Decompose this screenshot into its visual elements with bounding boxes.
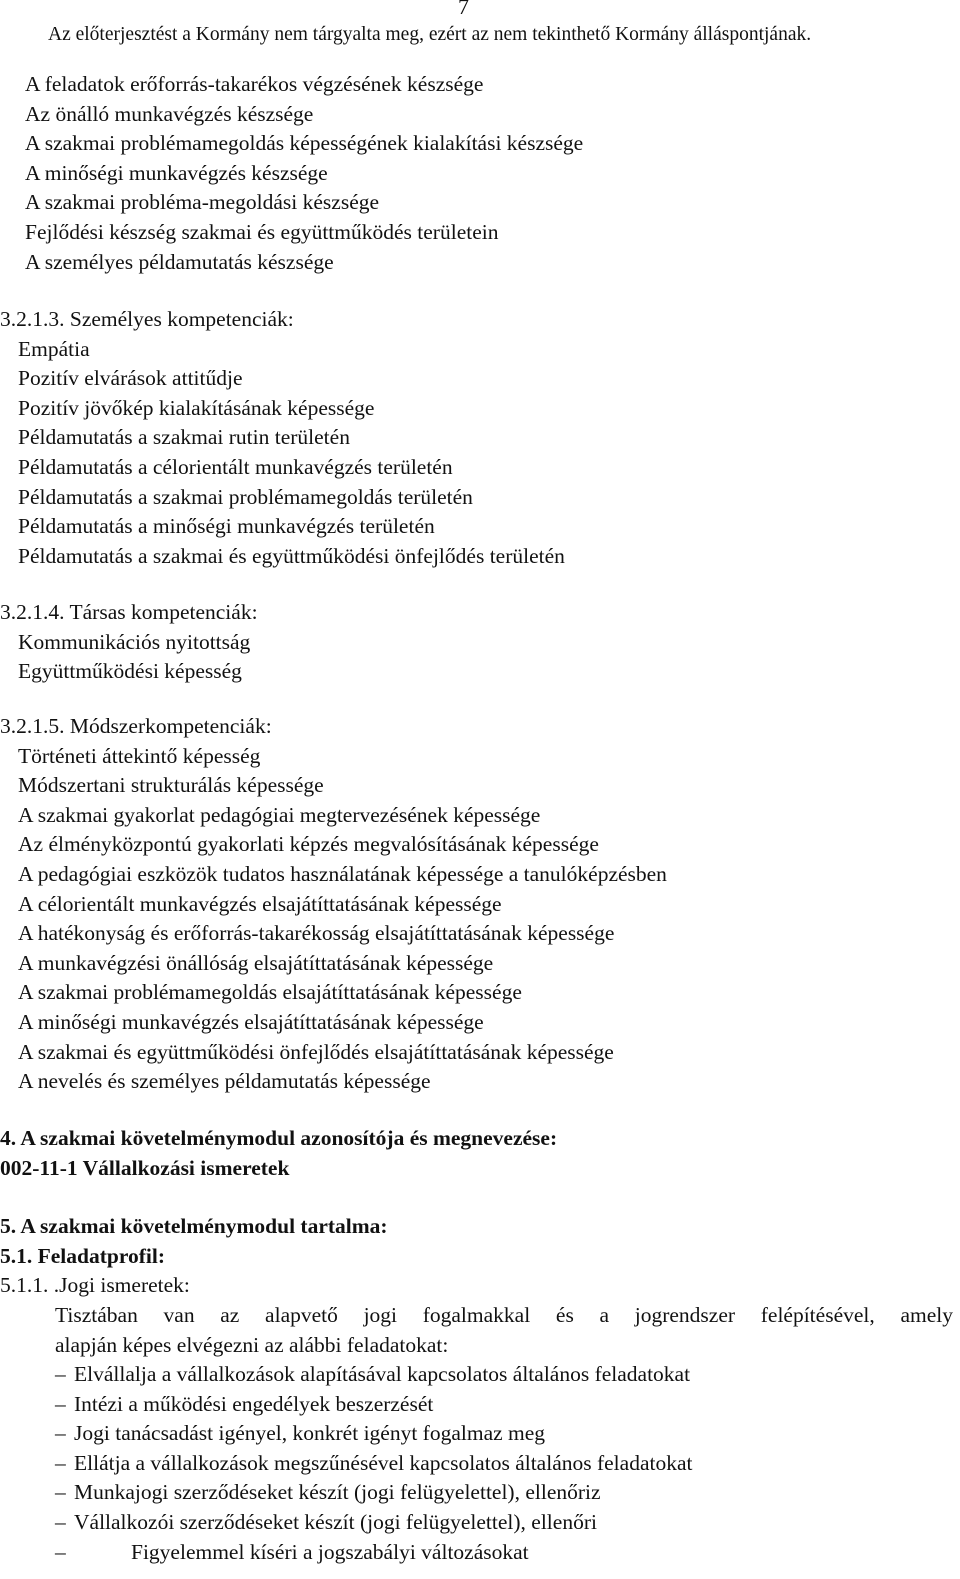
list-item: Az élményközpontú gyakorlati képzés megvalósításának képessége bbox=[18, 832, 599, 857]
dash-bullet: – bbox=[55, 1391, 66, 1416]
section-heading: 5. A szakmai követelménymodul tartalma: bbox=[0, 1214, 388, 1238]
section-4 bbox=[0, 1124, 960, 1183]
list-item: A minőségi munkavégzés készsége bbox=[25, 160, 328, 185]
list-item: A szakmai problémamegoldás képességének kialakítási készsége bbox=[25, 131, 584, 156]
list-item: – Vállalkozói szerződéseket készít (jogi felügyelettel), ellenőri bbox=[55, 1508, 935, 1538]
task-list bbox=[55, 1360, 935, 1567]
header-disclaimer: Az előterjesztést a Kormány nem tárgyalta meg, ezért az nem tekinthető Kormány álláspontjának. bbox=[48, 24, 812, 45]
list-item: A célorientált munkavégzés elsajátíttatásának képessége bbox=[18, 891, 502, 916]
list-item: Példamutatás a szakmai problémamegoldás területén bbox=[18, 484, 473, 509]
list-item: A szakmai gyakorlat pedagógiai megtervezésének képessége bbox=[18, 802, 541, 827]
dash-bullet: – bbox=[55, 1362, 66, 1386]
dash-bullet: – bbox=[55, 1539, 66, 1564]
list-item: A szakmai problémamegoldás elsajátíttatásának képessége bbox=[18, 980, 522, 1005]
list-item: Példamutatás a minőségi munkavégzés területén bbox=[18, 514, 435, 539]
section-heading: 3.2.1.4. Társas kompetenciák: bbox=[0, 600, 258, 624]
list-item: A szakmai probléma-megoldási készsége bbox=[25, 190, 380, 215]
list-item: A szakmai és együttműködési önfejlődés elsajátíttatásának képessége bbox=[18, 1039, 614, 1064]
list-item: A nevelés és személyes példamutatás képessége bbox=[18, 1069, 431, 1094]
section-heading: 4. A szakmai követelménymodul azonosítója és megnevezése: bbox=[0, 1126, 558, 1150]
list-item: Együttműködési képesség bbox=[18, 659, 242, 684]
list-item: – Jogi tanácsadást igényel, konkrét igényt fogalmaz meg bbox=[55, 1419, 935, 1449]
dash-bullet: – bbox=[55, 1480, 66, 1505]
method-competencies bbox=[0, 712, 960, 1097]
list-item: A hatékonyság és erőforrás-takarékosság elsajátíttatásának képessége bbox=[18, 921, 615, 946]
paragraph-line: alapján képes elvégezni az alábbi feladatokat: bbox=[55, 1332, 449, 1357]
list-item: Az önálló munkavégzés készsége bbox=[25, 101, 314, 126]
list-item: – Intézi a működési engedélyek beszerzését bbox=[55, 1390, 935, 1420]
legal-intro-paragraph bbox=[55, 1301, 953, 1360]
list-item: Módszertani strukturálás képessége bbox=[18, 773, 324, 798]
list-item: – Figyelemmel kíséri a jogszabályi változásokat bbox=[55, 1538, 935, 1568]
list-item: A minőségi munkavégzés elsajátíttatásának képessége bbox=[18, 1009, 484, 1034]
dash-bullet: – bbox=[55, 1421, 66, 1446]
sub-heading: 5.1. Feladatprofil: bbox=[0, 1243, 166, 1268]
module-name: 002-11-1 Vállalkozási ismeretek bbox=[0, 1155, 290, 1180]
list-item: – Ellátja a vállalkozások megszűnésével kapcsolatos általános feladatokat bbox=[55, 1449, 935, 1479]
list-item: Példamutatás a szakmai és együttműködési önfejlődés területén bbox=[18, 543, 565, 568]
list-item: Pozitív elvárások attitűdje bbox=[18, 366, 243, 391]
list-item: Pozitív jövőkép kialakításának képessége bbox=[18, 395, 375, 420]
section-heading: 3.2.1.5. Módszerkompetenciák: bbox=[0, 714, 272, 738]
section-heading: 3.2.1.3. Személyes kompetenciák: bbox=[0, 307, 294, 331]
personal-competencies bbox=[0, 305, 960, 571]
list-item: – Munkajogi szerződéseket készít (jogi felügyelettel), ellenőriz bbox=[55, 1478, 935, 1508]
dash-bullet: – bbox=[55, 1450, 66, 1475]
list-item: A feladatok erőforrás-takarékos végzésének készsége bbox=[25, 72, 484, 96]
legal-heading: 5.1.1. .Jogi ismeretek: bbox=[0, 1273, 190, 1298]
list-item: Példamutatás a szakmai rutin területén bbox=[18, 425, 350, 450]
list-item: A személyes példamutatás készsége bbox=[25, 249, 334, 274]
social-competencies bbox=[0, 598, 960, 687]
list-item: Példamutatás a célorientált munkavégzés területén bbox=[18, 454, 453, 479]
paragraph-line: Tisztában van az alapvető jogi fogalmakkal és a jogrendszer felépítésével, amely bbox=[55, 1303, 953, 1327]
list-item: Empátia bbox=[18, 336, 90, 361]
list-item: Fejlődési készség szakmai és együttműködés területein bbox=[25, 219, 499, 244]
page-number: 7 bbox=[458, 0, 469, 19]
list-item: A munkavégzési önállóság elsajátíttatásának képessége bbox=[18, 950, 494, 975]
skills-list bbox=[0, 70, 960, 277]
list-item: Kommunikációs nyitottság bbox=[18, 629, 251, 654]
list-item: – Elvállalja a vállalkozások alapításával kapcsolatos általános feladatokat bbox=[55, 1360, 935, 1390]
section-5 bbox=[0, 1212, 960, 1301]
list-item: Történeti áttekintő képesség bbox=[18, 743, 261, 768]
list-item: A pedagógiai eszközök tudatos használatának képessége a tanulóképzésben bbox=[18, 861, 667, 886]
dash-bullet: – bbox=[55, 1509, 66, 1534]
